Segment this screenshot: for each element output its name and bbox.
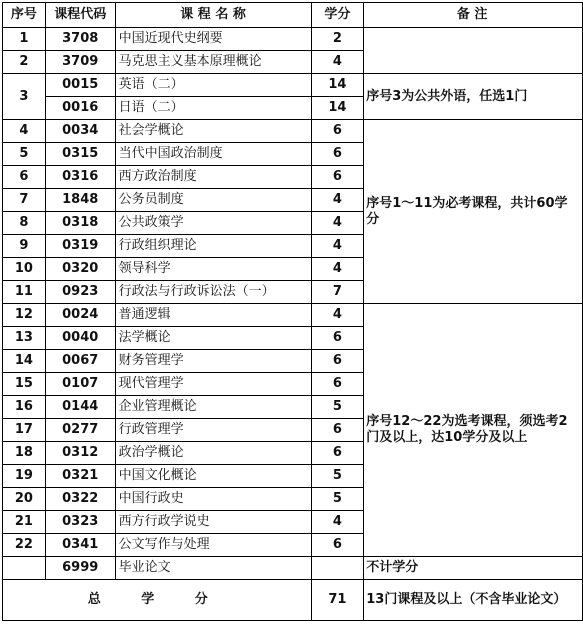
row-credit: 6 (311, 534, 364, 557)
note-foreign-language: 序号3为公共外语，任选1门 (364, 74, 583, 120)
row-credit: 14 (311, 97, 364, 120)
row-index: 17 (3, 419, 46, 442)
row-name: 公共政策学 (115, 212, 311, 235)
total-credit: 71 (311, 580, 364, 621)
thesis-index (3, 557, 46, 580)
row-name: 当代中国政治制度 (115, 143, 311, 166)
row-name: 现代管理学 (115, 373, 311, 396)
row-code: 0320 (45, 258, 115, 281)
row-index: 22 (3, 534, 46, 557)
row-index: 11 (3, 281, 46, 304)
row-name: 西方政治制度 (115, 166, 311, 189)
row-index: 5 (3, 143, 46, 166)
row-name: 行政组织理论 (115, 235, 311, 258)
course-table (2, 2, 583, 621)
row-credit: 5 (311, 396, 364, 419)
row-name: 财务管理学 (115, 350, 311, 373)
row-index: 3 (3, 74, 46, 120)
row-credit: 7 (311, 281, 364, 304)
header-index: 序号 (3, 3, 46, 28)
header-course-code: 课程代码 (45, 3, 115, 28)
row-code: 0318 (45, 212, 115, 235)
row-name: 公文写作与处理 (115, 534, 311, 557)
row-name: 政治学概论 (115, 442, 311, 465)
row-index: 7 (3, 189, 46, 212)
row-name: 日语（二） (115, 97, 311, 120)
note-thesis: 不计学分 (364, 557, 583, 580)
row-code: 0341 (45, 534, 115, 557)
row-index: 20 (3, 488, 46, 511)
row-credit: 4 (311, 304, 364, 327)
row-credit: 5 (311, 465, 364, 488)
row-index: 19 (3, 465, 46, 488)
row-credit: 4 (311, 258, 364, 281)
row-code: 0315 (45, 143, 115, 166)
row-name: 普通逻辑 (115, 304, 311, 327)
row-index: 16 (3, 396, 46, 419)
row-index: 1 (3, 28, 46, 51)
thesis-code: 6999 (45, 557, 115, 580)
note-elective-courses: 序号12～22为选考课程，须选考2门及以上，达10学分及以上 (364, 304, 583, 557)
table-row (3, 74, 583, 97)
row-name: 企业管理概论 (115, 396, 311, 419)
row-code: 0015 (45, 74, 115, 97)
row-name: 领导科学 (115, 258, 311, 281)
total-row (3, 580, 583, 621)
row-code: 0316 (45, 166, 115, 189)
row-index: 2 (3, 51, 46, 74)
row-credit: 5 (311, 488, 364, 511)
row-name: 中国行政史 (115, 488, 311, 511)
table-row (3, 304, 583, 327)
row-index: 4 (3, 120, 46, 143)
row-code: 0024 (45, 304, 115, 327)
note-required-courses: 序号1～11为必考课程，共计60学分 (364, 120, 583, 304)
row-name: 中国近现代史纲要 (115, 28, 311, 51)
header-credit: 学分 (311, 3, 364, 28)
row-credit: 6 (311, 327, 364, 350)
row-index: 8 (3, 212, 46, 235)
row-name: 西方行政学说史 (115, 511, 311, 534)
row-index: 21 (3, 511, 46, 534)
row-credit: 14 (311, 74, 364, 97)
row-code: 0040 (45, 327, 115, 350)
row-name: 马克思主义基本原理概论 (115, 51, 311, 74)
header-note: 备 注 (364, 3, 583, 28)
total-note: 13门课程及以上（不含毕业论文） (364, 580, 583, 621)
row-code: 0034 (45, 120, 115, 143)
row-index: 14 (3, 350, 46, 373)
row-credit: 6 (311, 419, 364, 442)
row-name: 英语（二） (115, 74, 311, 97)
row-credit: 6 (311, 350, 364, 373)
thesis-row (3, 557, 583, 580)
row-credit: 4 (311, 511, 364, 534)
row-credit: 6 (311, 442, 364, 465)
thesis-credit (311, 557, 364, 580)
row-name: 行政法与行政诉讼法（一） (115, 281, 311, 304)
row-code: 0319 (45, 235, 115, 258)
row-code: 0312 (45, 442, 115, 465)
row-code: 0067 (45, 350, 115, 373)
row-credit: 4 (311, 51, 364, 74)
table-header-row (3, 3, 583, 28)
row-index: 10 (3, 258, 46, 281)
row-code: 1848 (45, 189, 115, 212)
total-label: 总 学 分 (3, 580, 312, 621)
row-index: 13 (3, 327, 46, 350)
row-name: 社会学概论 (115, 120, 311, 143)
row-name: 法学概论 (115, 327, 311, 350)
row-code: 0321 (45, 465, 115, 488)
row-index: 12 (3, 304, 46, 327)
row-credit: 4 (311, 189, 364, 212)
header-course-name: 课 程 名 称 (115, 3, 311, 28)
thesis-name: 毕业论文 (115, 557, 311, 580)
row-index: 9 (3, 235, 46, 258)
row-credit: 4 (311, 212, 364, 235)
row-credit: 2 (311, 28, 364, 51)
row-index: 18 (3, 442, 46, 465)
row-code: 0144 (45, 396, 115, 419)
table-row (3, 120, 583, 143)
row-index: 6 (3, 166, 46, 189)
table-row (3, 28, 583, 51)
row-credit: 4 (311, 235, 364, 258)
row-code: 0322 (45, 488, 115, 511)
row-code: 0016 (45, 97, 115, 120)
row-credit: 6 (311, 166, 364, 189)
row-name: 行政管理学 (115, 419, 311, 442)
row-code: 3709 (45, 51, 115, 74)
row-code: 0923 (45, 281, 115, 304)
row-name: 公务员制度 (115, 189, 311, 212)
row-code: 0323 (45, 511, 115, 534)
note-blank (364, 28, 583, 74)
row-name: 中国文化概论 (115, 465, 311, 488)
row-credit: 6 (311, 143, 364, 166)
row-credit: 6 (311, 373, 364, 396)
row-code: 3708 (45, 28, 115, 51)
row-code: 0107 (45, 373, 115, 396)
row-code: 0277 (45, 419, 115, 442)
row-index: 15 (3, 373, 46, 396)
row-credit: 6 (311, 120, 364, 143)
